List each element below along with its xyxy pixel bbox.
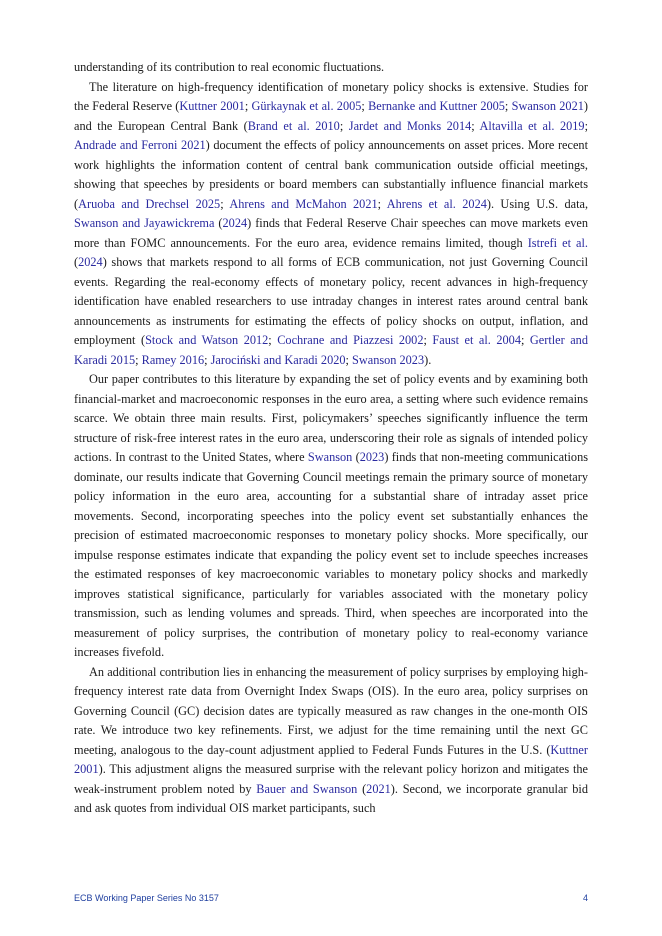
citation-link[interactable]: Faust et al. 2004 (432, 333, 521, 347)
text-run: ; (204, 352, 211, 367)
text-run: ) finds that non-meeting communications dominate, our results indicate that Governing Council meetings remain the primary source of monetary policy information in the euro area, accounting for a substantial share of intraday asset price movements. Second, incorporating speeches into the policy event set substantially enhances the precision of estimated macroeconomic responses to monetary policy shocks. More specifically, our impulse response estimates indicate that expanding the policy event set to include speeches increases the estimated responses of key macroeconomic variables to monetary policy shocks and markedly improves statistical significance, particularly for variables associated with the monetary policy transmission, such as lending volumes and spreads. Third, when speeches are incorporated into the measurement of policy surprises, the contribution of monetary policy to real-economy variance increases fivefold. (74, 450, 589, 659)
citation-link[interactable]: 2021 (366, 781, 391, 796)
text-run: ) and the European Central Bank ( (74, 99, 588, 133)
text-run: ). Using U.S. data, (486, 196, 589, 211)
citation-link[interactable]: Gürkaynak et al. 2005 (251, 99, 362, 113)
text-run: ; (135, 352, 142, 367)
text-run: The literature on high-frequency identification of monetary policy shocks is extensive. Studies for the Federal Reserve ( (74, 79, 588, 113)
text-run: ) finds that Federal Reserve Chair speeches can move markets even more than FOMC announcements. For the euro area, evidence remains limited, though (74, 216, 589, 250)
citation-link[interactable]: Bauer and Swanson (256, 781, 358, 796)
citation-link[interactable]: Kuttner 2001 (179, 99, 245, 113)
paragraph-1 (74, 78, 588, 371)
page-number: 4 (582, 893, 588, 903)
citation-link[interactable]: Kuttner 2001 (74, 742, 588, 776)
text-run: ; (471, 118, 480, 133)
page-body (74, 58, 588, 819)
citation-link[interactable]: Ahrens et al. 2024 (386, 196, 487, 211)
citation-link[interactable]: Swanson (307, 450, 353, 464)
text-run: ; (244, 99, 252, 113)
citation-link[interactable]: Swanson and Jayawickrema (74, 216, 215, 230)
series-label: ECB Working Paper Series No 3157 (74, 893, 219, 903)
text-run: ; (361, 99, 369, 113)
text-run: ) document the effects of policy announcements on asset prices. More recent work highlights the information content of central bank communication outside official meetings, showing that speeches by presidents or board members can substantially influence financial markets ( (74, 138, 588, 211)
citation-link[interactable]: Jardet and Monks 2014 (348, 118, 472, 133)
citation-link[interactable]: Aruoba and Drechsel 2025 (78, 196, 221, 211)
text-run: ). This adjustment aligns the measured surprise with the relevant policy horizon and mitigates the weak-instrument problem noted by (74, 762, 588, 796)
citation-link[interactable]: 2023 (359, 450, 385, 464)
citation-link[interactable]: Altavilla et al. 2019 (479, 118, 585, 133)
citation-link[interactable]: Andrade and Ferroni 2021 (74, 138, 206, 152)
citation-link[interactable]: Swanson 2021 (511, 99, 584, 113)
text-run: ; (339, 118, 349, 133)
paragraph-0 (74, 58, 588, 78)
citation-link[interactable]: 2024 (222, 216, 248, 230)
text-run: ; (268, 333, 278, 347)
citation-link[interactable]: Bernanke and Kuttner 2005 (368, 99, 505, 113)
text-run: An additional contribution lies in enhancing the measurement of policy surprises by employing high-frequency interest rate data from Overnight Index Swaps (OIS). In the euro area, policy surprises on Governing Council (GC) decision dates are typically measured as raw changes in the one-month OIS rate. We introduce two key refinements. First, we adjust for the time remaining until the next GC meeting, analogous to the day-count adjustment applied to Federal Funds Futures in the U.S. ( (74, 664, 588, 757)
text-run: ; (220, 196, 230, 211)
text-run: ; (345, 352, 353, 367)
text-run: ( (214, 216, 223, 230)
text-run: ; (504, 99, 512, 113)
paragraph-2 (74, 370, 588, 663)
text-run: ; (377, 196, 387, 211)
citation-link[interactable]: Jarociński and Karadi 2020 (210, 352, 346, 367)
text-run: Our paper contributes to this literature by expanding the set of policy events and by examining both financial-market and macroeconomic responses in the euro area, a setting where such evidence remains scarce. We obtain three main results. First, policymakers’ speeches significantly influence the term structure of risk-free interest rates in the euro area, underscoring their role as signals of intended policy actions. In contrast to the United States, where (74, 372, 588, 464)
paragraph-3 (74, 663, 588, 819)
text-run: ( (74, 255, 79, 269)
text-run: ( (357, 781, 367, 796)
citation-link[interactable]: Gertler and Karadi 2015 (74, 333, 588, 367)
citation-link[interactable]: Stock and Watson 2012 (145, 333, 269, 347)
text-run: understanding of its contribution to real economic fluctuations. (74, 60, 385, 74)
citation-link[interactable]: Ramey 2016 (141, 352, 205, 367)
text-run: ). Second, we incorporate granular bid and ask quotes from individual OIS market participants, such (74, 781, 589, 815)
text-run: ( (352, 450, 360, 464)
text-run: ) shows that markets respond to all forms of ECB communication, not just Governing Council events. Regarding the real-economy effects of monetary policy, recent advances in high-frequency identification have enabled researchers to use intraday changes in interest rates around central bank announcements as instruments for estimating the effects of policy shocks on output, inflation, and employment ( (74, 255, 588, 347)
citation-link[interactable]: Brand et al. 2010 (247, 118, 340, 133)
citation-link[interactable]: Cochrane and Piazzesi 2002 (277, 333, 424, 347)
text-run: ; (423, 333, 433, 347)
text-run: ; (520, 333, 530, 347)
text-run: ; (584, 118, 588, 133)
text-run: ). (424, 352, 432, 367)
citation-link[interactable]: Ahrens and McMahon 2021 (229, 196, 378, 211)
citation-link[interactable]: Swanson 2023 (352, 352, 425, 367)
citation-link[interactable]: 2024 (78, 255, 103, 269)
citation-link[interactable]: Istrefi et al. (527, 235, 588, 250)
